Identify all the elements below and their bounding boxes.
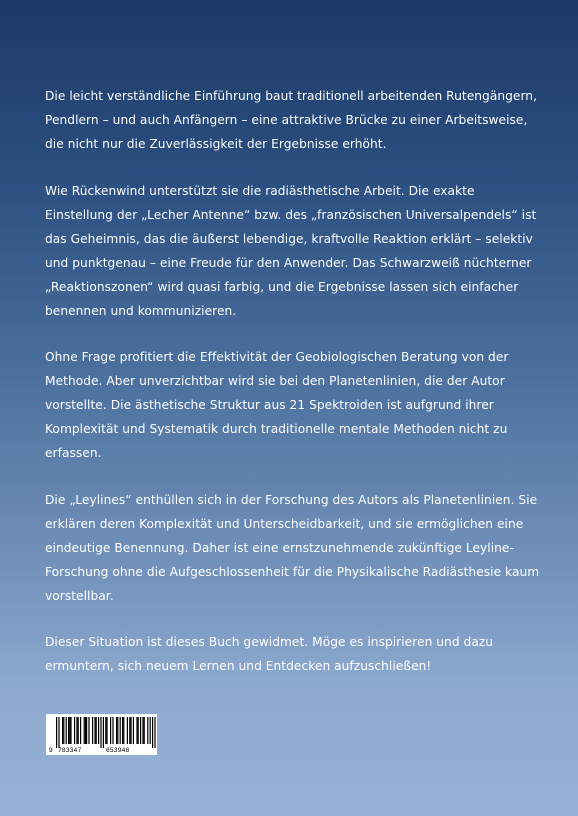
barcode-bar xyxy=(98,717,99,744)
barcode-bar xyxy=(116,717,117,744)
barcode-bar xyxy=(85,717,86,744)
barcode-bar xyxy=(154,717,155,748)
barcode-bar xyxy=(92,717,93,744)
barcode-bar xyxy=(103,717,104,748)
text-line: und punktgenau – eine Freude für den Anwender. Das Schwarzweiß nüchterner xyxy=(45,255,532,270)
barcode-bar xyxy=(130,717,131,744)
paragraph-dedication xyxy=(45,630,545,678)
barcode-bar xyxy=(117,717,118,744)
paragraph-geobiologie xyxy=(45,345,545,465)
barcode-first-digit: 9 xyxy=(49,747,53,754)
barcode-bar xyxy=(68,717,69,744)
text-line: Wie Rückenwind unterstützt sie die radiästhetische Arbeit. Die exakte xyxy=(45,183,475,198)
barcode-bar xyxy=(122,717,123,744)
barcode-bar xyxy=(136,717,137,744)
barcode-bar xyxy=(74,717,75,744)
text-line: die nicht nur die Zuverlässigkeit der Ergebnisse erhöht. xyxy=(45,137,387,151)
text-line: erklären deren Komplexität und Unterscheidbarkeit, und sie ermöglichen eine xyxy=(45,516,524,531)
barcode-graphic xyxy=(46,714,157,755)
text-line: erfassen. xyxy=(45,446,102,460)
barcode-bar xyxy=(56,717,57,748)
barcode-bar xyxy=(110,717,111,744)
back-cover-text xyxy=(45,84,545,701)
barcode-bars xyxy=(56,717,156,748)
text-line: eindeutige Benennung. Daher ist eine ernstzunehmende zukünftige Leyline- xyxy=(45,540,514,555)
text-line: benennen und kommunizieren. xyxy=(45,303,237,318)
text-line: Dieser Situation ist dieses Buch gewidmet. Möge es inspirieren und dazu xyxy=(45,635,494,649)
barcode-bar xyxy=(100,717,101,748)
barcode-right-digits: 653948 xyxy=(106,747,130,754)
barcode-bar xyxy=(63,717,64,744)
barcode-bar xyxy=(123,717,124,744)
barcode-bar xyxy=(147,717,148,744)
text-line: „Reaktionszonen“ wird quasi farbig, und die Ergebnisse lassen sich einfacher xyxy=(45,279,519,294)
text-line: das Geheimnis, das die äußerst lebendige, kraftvolle Reaktion erklärt – selektiv xyxy=(45,231,533,246)
barcode-bar xyxy=(105,717,106,744)
text-line: Einstellung der „Lecher Antenne“ bzw. des „französischen Universalpendels“ ist xyxy=(45,207,537,222)
barcode-bar xyxy=(80,717,81,744)
barcode-bar xyxy=(129,717,130,744)
text-line: Komplexität und Systematik durch traditionelle mentale Methoden nicht zu xyxy=(45,422,508,436)
text-line: Pendlern – und auch Anfängern – eine attraktive Brücke zu einer Arbeitsweise, xyxy=(45,113,528,127)
text-line: vorstellte. Die ästhetische Struktur aus 21 Spektroiden ist aufgrund ihrer xyxy=(45,398,494,412)
barcode-bar xyxy=(142,717,143,744)
barcode-bar xyxy=(138,717,139,744)
barcode-bar xyxy=(140,717,141,744)
paragraph-rueckenwind xyxy=(45,179,545,323)
barcode-bar xyxy=(88,717,89,744)
barcode-bar xyxy=(120,717,121,744)
text-line: Methode. Aber unverzichtbar wird sie bei den Planetenlinien, die der Autor xyxy=(45,374,505,388)
barcode-bar xyxy=(78,717,79,744)
text-line: Die leicht verständliche Einführung baut traditionell arbeitenden Rutengängern, xyxy=(45,89,537,103)
barcode-bar xyxy=(70,717,71,744)
barcode-bar xyxy=(106,717,107,744)
barcode-bar xyxy=(127,717,128,744)
text-line: ermuntern, sich neuem Lernen und Entdecken aufzuschließen! xyxy=(45,659,432,673)
barcode-bar xyxy=(69,717,70,744)
barcode-left-digits: 783347 xyxy=(58,747,82,754)
barcode-bar xyxy=(112,717,113,744)
barcode-bar xyxy=(152,717,153,748)
barcode-bar xyxy=(76,717,77,744)
text-line: vorstellbar. xyxy=(45,588,114,603)
text-line: Die „Leylines“ enthüllen sich in der Forschung des Autors als Planetenlinien. Sie xyxy=(45,492,538,507)
barcode-bar xyxy=(84,717,85,744)
barcode-bar xyxy=(86,717,87,744)
text-line: Forschung ohne die Aufgeschlossenheit für die Physikalische Radiästhesie kaum xyxy=(45,564,540,579)
barcode-bar xyxy=(94,717,95,744)
barcode-bar xyxy=(62,717,63,744)
barcode-bar xyxy=(150,717,151,744)
barcode-bar xyxy=(133,717,134,744)
barcode-bar xyxy=(96,717,97,744)
paragraph-leylines xyxy=(45,488,545,608)
barcode-bar xyxy=(66,717,67,744)
barcode-bar xyxy=(144,717,145,744)
text-line: Ohne Frage profitiert die Effektivität der Geobiologischen Beratung von der xyxy=(45,350,509,364)
isbn-barcode xyxy=(46,714,157,755)
barcode-bar xyxy=(58,717,59,748)
paragraph-intro xyxy=(45,84,545,156)
